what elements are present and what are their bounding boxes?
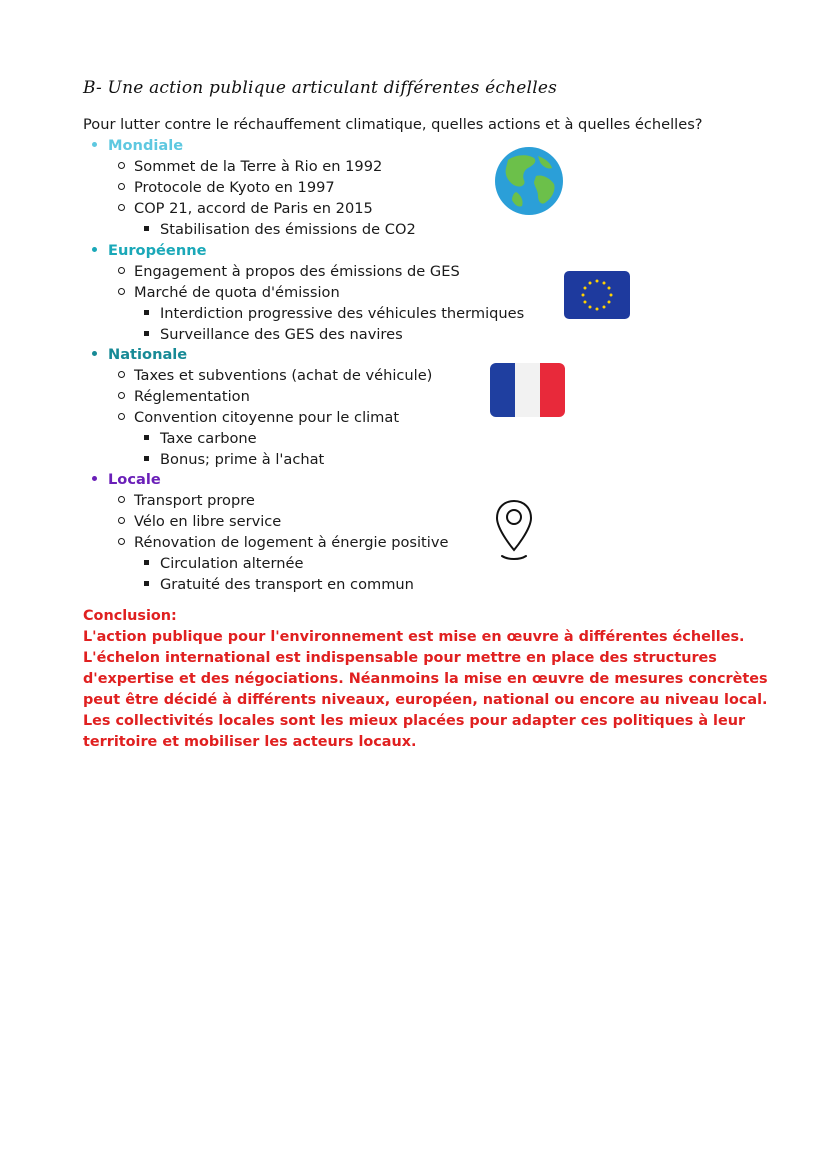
- sub-list-item: Gratuité des transport en commun: [144, 575, 414, 595]
- conclusion-line: Les collectivités locales sont les mieux placées pour adapter ces politiques à leur: [83, 713, 746, 729]
- sub-list-item: Interdiction progressive des véhicules thermiques: [144, 304, 524, 324]
- sub-list-item: Bonus; prime à l'achat: [144, 450, 324, 470]
- section-label: Locale: [108, 471, 161, 488]
- list-item: Sommet de la Terre à Rio en 1992: [118, 157, 382, 177]
- conclusion: [83, 606, 768, 753]
- question: Pour lutter contre le réchauffement climatique, quelles actions et à quelles échelles?: [83, 116, 703, 133]
- conclusion-line: L'échelon international est indispensable pour mettre en place des structures: [83, 650, 717, 666]
- list-item: Engagement à propos des émissions de GES: [118, 262, 460, 282]
- section-europeenne: [92, 241, 207, 261]
- sub-list-item: Taxe carbone: [144, 429, 257, 449]
- list-item: Transport propre: [118, 491, 255, 511]
- list-item: Taxes et subventions (achat de véhicule): [118, 366, 432, 386]
- bullet-dot: [92, 351, 97, 356]
- list-item: Protocole de Kyoto en 1997: [118, 178, 335, 198]
- list-item: Vélo en libre service: [118, 512, 281, 532]
- conclusion-heading: Conclusion:: [83, 608, 177, 624]
- globe-icon: [494, 146, 564, 216]
- eu-flag-icon: [564, 271, 630, 319]
- list-item: Convention citoyenne pour le climat: [118, 408, 399, 428]
- conclusion-line: d'expertise et des négociations. Néanmoins la mise en œuvre de mesures concrètes: [83, 671, 768, 687]
- conclusion-line: L'action publique pour l'environnement est mise en œuvre à différentes échelles.: [83, 629, 745, 645]
- section-mondiale: [92, 136, 183, 156]
- section-nationale: [92, 345, 187, 365]
- bullet-dot: [92, 142, 97, 147]
- list-item: Rénovation de logement à énergie positive: [118, 533, 448, 553]
- sub-list-item: Circulation alternée: [144, 554, 303, 574]
- conclusion-line: peut être décidé à différents niveaux, européen, national ou encore au niveau local.: [83, 692, 768, 708]
- sub-list-item: Surveillance des GES des navires: [144, 325, 403, 345]
- location-pin-icon: [494, 498, 534, 562]
- conclusion-line: territoire et mobiliser les acteurs locaux.: [83, 734, 417, 750]
- section-label: Européenne: [108, 242, 207, 259]
- bullet-dot: [92, 476, 97, 481]
- page-title: B- Une action publique articulant différentes échelles: [83, 78, 558, 98]
- section-locale: [92, 470, 161, 490]
- section-label: Nationale: [108, 346, 188, 363]
- sub-list-item: Stabilisation des émissions de CO2: [144, 220, 416, 240]
- bullet-dot: [92, 247, 97, 252]
- list-item: COP 21, accord de Paris en 2015: [118, 199, 373, 219]
- section-label: Mondiale: [108, 137, 184, 154]
- list-item: Réglementation: [118, 387, 250, 407]
- french-flag-icon: [490, 363, 565, 417]
- list-item: Marché de quota d'émission: [118, 283, 340, 303]
